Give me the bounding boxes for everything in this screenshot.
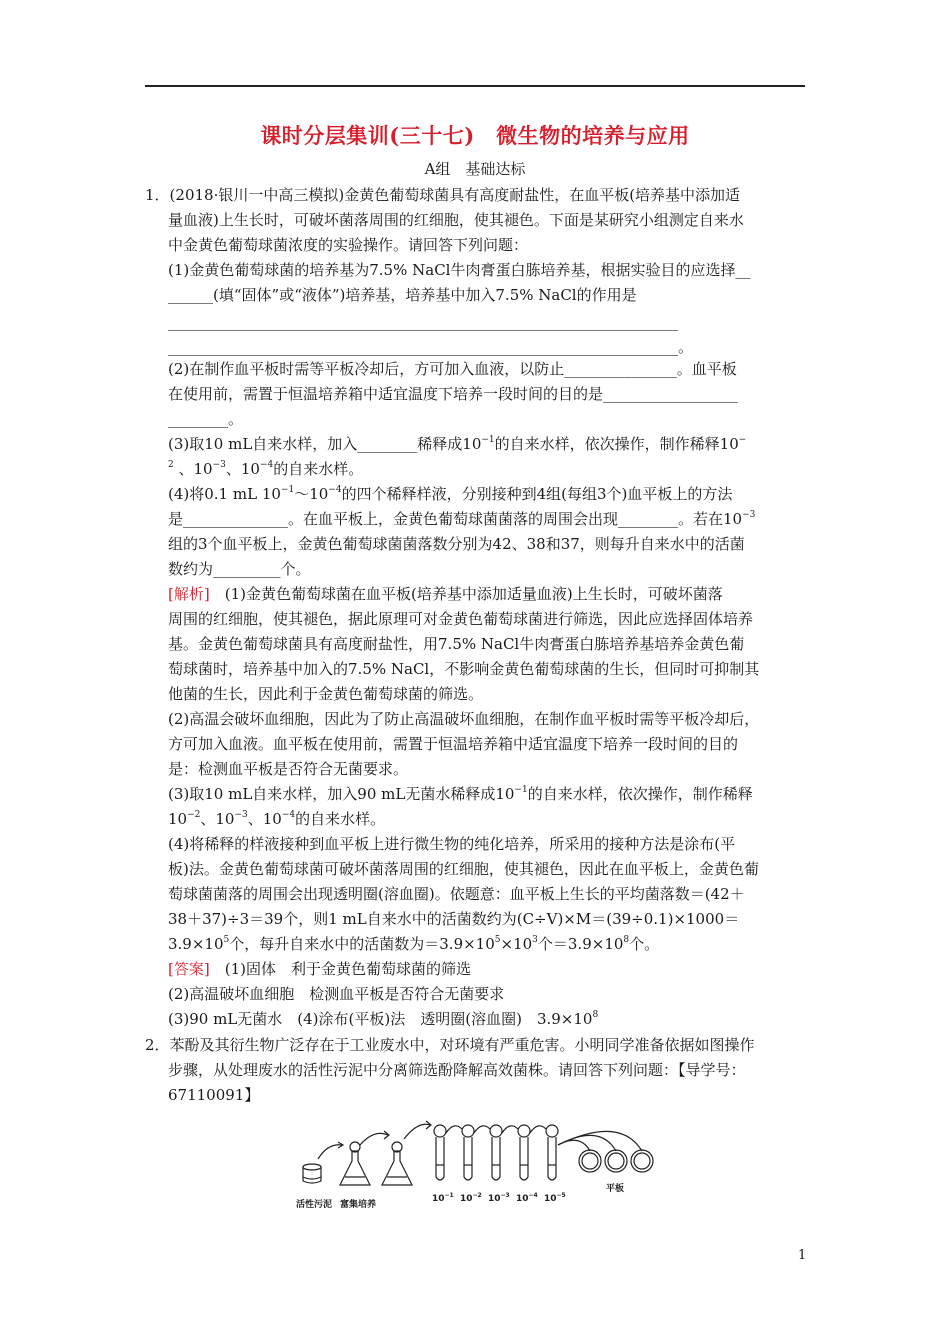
dilution-figure <box>290 1115 660 1215</box>
petri-plate-icon <box>579 1150 601 1172</box>
q1-line: 量血液)上生长时，可破坏菌落周围的红细胞，使其褪色。下面是某研究小组测定自来水 <box>168 211 744 229</box>
analysis-line: 板)法。金黄色葡萄球菌可破坏菌落周围的红细胞，使其褪色，因此在血平板上，金黄色葡 <box>168 860 759 878</box>
enrichment-flask-icon <box>340 1142 370 1185</box>
label-plate: 平板 <box>606 1184 625 1194</box>
test-tube-icon <box>546 1125 558 1180</box>
q1-sub3-line: $^2$ 、$10^{-3}$、$10^{-4}$的自来水样。 <box>168 460 364 478</box>
analysis-line: 38＋37)÷3＝39个，则1 mL自来水中的活菌数约为(C÷V)×M＝(39÷0.1)×1000＝ <box>168 910 740 928</box>
q1-sub4-line: 是______________。在血平板上，金黄色葡萄球菌菌落的周围会出现________。若在$10^{-3}$ <box>168 510 756 528</box>
analysis-line: 方可加入血液。血平板在使用前，需置于恒温培养箱中适宜温度下培养一段时间的目的 <box>168 735 739 753</box>
analysis-line: 萄球菌时，培养基中加入的7.5% NaCl，不影响金黄色葡萄球菌的生长，但同时可抑制其 <box>168 660 760 678</box>
q1-sub4-line: (4)将0.1 mL $10^{-1}\sim 10^{-4}$的四个稀释样液，分别接种到4组(每组3个)血平板上的方法 <box>168 485 733 503</box>
analysis-line: (2)高温会破坏血细胞，因此为了防止高温破坏血细胞，在制作血平板时需等平板冷却后， <box>168 710 760 728</box>
tube-label: $10^{-3}$ <box>488 1192 510 1204</box>
q1-sub3-line: (3)取10 mL自来水样，加入________稀释成$10^{-1}$的自来水样，依次操作，制作稀释10− <box>168 435 747 453</box>
header-rule <box>145 85 805 87</box>
answer-line: [答案] (1)固体 利于金黄色葡萄球菌的筛选 <box>168 960 471 978</box>
arrow-icon <box>318 1145 342 1159</box>
analysis-line: 基。金黄色葡萄球菌具有高度耐盐性，用7.5% NaCl牛肉膏蛋白胨培养基培养金黄色葡 <box>168 635 745 653</box>
test-tube-icon <box>490 1125 502 1180</box>
analysis-label: [解析] <box>168 585 210 603</box>
test-tube-icon <box>462 1125 474 1180</box>
q1-blank-line: ____________________________________________________________________ <box>168 313 678 331</box>
analysis-line: [解析] (1)金黄色葡萄球菌在血平板(培养基中添加适量血液)上生长时，可破坏菌落 <box>168 585 723 603</box>
answer-line: (3)90 mL无菌水 (4)涂布(平板)法 透明圈(溶血圈) $3.9\times 10^8$ <box>168 1010 599 1028</box>
arrow-icon <box>360 1133 388 1145</box>
q1-sub4-line: 组的3个血平板上，金黄色葡萄球菌菌落数分别为42、38和37，则每升自来水中的活菌 <box>168 535 745 553</box>
q1-sub4-line: 数约为_________个。 <box>168 560 311 578</box>
arrow-icon <box>404 1124 430 1139</box>
analysis-line: 周围的红细胞，使其褪色，据此原理可对金黄色葡萄球菌进行筛选，因此应选择固体培养 <box>168 610 754 628</box>
answer-line: (2)高温破坏血细胞 检测血平板是否符合无菌要求 <box>168 985 505 1003</box>
group-heading: A组 基础达标 <box>424 160 526 178</box>
test-tube-icon <box>434 1125 446 1180</box>
q1-sub2-line: (2)在制作血平板时需等平板冷却后，方可加入血液，以防止_______________。血平板 <box>168 360 737 378</box>
q1-line: 中金黄色葡萄球菌浓度的实验操作。请回答下列问题： <box>168 236 529 254</box>
sludge-beaker-icon <box>303 1164 321 1183</box>
q2-line: 步骤，从处理废水的活性污泥中分离筛选酚降解高效菌株。请回答下列问题：【导学号： <box>168 1061 746 1079</box>
analysis-line: 萄球菌菌落的周围会出现透明圈(溶血圈)。依题意：血平板上生长的平均菌落数＝(42＋ <box>168 885 745 903</box>
q1-sub1-line: ______(填“固体”或“液体”)培养基，培养基中加入7.5% NaCl的作用是 <box>168 286 637 304</box>
analysis-line: $10^{-2}$、$10^{-3}$、$10^{-4}$的自来水样。 <box>168 810 386 828</box>
petri-plate-icon <box>631 1150 653 1172</box>
test-tube-icon <box>518 1125 530 1180</box>
q1-sub1-line: (1)金黄色葡萄球菌的培养基为7.5% NaCl牛肉膏蛋白胨培养基，根据实验目的应选择__ <box>168 261 751 279</box>
page-title: 课时分层集训(三十七) 微生物的培养与应用 <box>260 123 690 148</box>
tube-label: $10^{-1}$ <box>432 1192 454 1204</box>
tube-label: $10^{-5}$ <box>544 1192 566 1204</box>
answer-label: [答案] <box>168 960 210 978</box>
q2-line: 2．苯酚及其衍生物广泛存在于工业废水中，对环境有严重危害。小明同学准备依据如图操作 <box>145 1036 755 1054</box>
enrichment-flask-icon <box>382 1142 412 1185</box>
analysis-line: $3.9\times 10^5$个，每升自来水中的活菌数为$=3.9\times 10^5\times 10^3$个$=3.9\times 10^8$个。 <box>168 935 660 953</box>
analysis-line: 是：检测血平板是否符合无菌要求。 <box>168 760 409 778</box>
analysis-line: (3)取10 mL自来水样，加入90 mL无菌水稀释成$10^{-1}$的自来水样，依次操作，制作稀释 <box>168 785 753 803</box>
q1-blank-line: ____________________________________________________________________。 <box>168 338 694 356</box>
label-enrichment: 富集培养 <box>340 1200 377 1210</box>
tube-label: $10^{-2}$ <box>460 1192 482 1204</box>
page-number: 1 <box>798 1248 807 1263</box>
q2-line: 67110091】 <box>168 1086 260 1104</box>
label-sludge: 活性污泥 <box>296 1200 333 1210</box>
q1-line: 1．(2018·银川一中高三模拟)金黄色葡萄球菌具有高度耐盐性，在血平板(培养基中添加适 <box>145 186 741 204</box>
q1-sub2-line: 在使用前，需置于恒温培养箱中适宜温度下培养一段时间的目的是__________________ <box>168 385 739 403</box>
analysis-line: 他菌的生长，因此利于金黄色葡萄球菌的筛选。 <box>168 685 484 703</box>
q1-sub2-line: ________。 <box>168 410 244 428</box>
tube-label: $10^{-4}$ <box>516 1192 538 1204</box>
petri-plate-icon <box>605 1150 627 1172</box>
analysis-line: (4)将稀释的样液接种到血平板上进行微生物的纯化培养，所采用的接种方法是涂布(平 <box>168 835 736 853</box>
